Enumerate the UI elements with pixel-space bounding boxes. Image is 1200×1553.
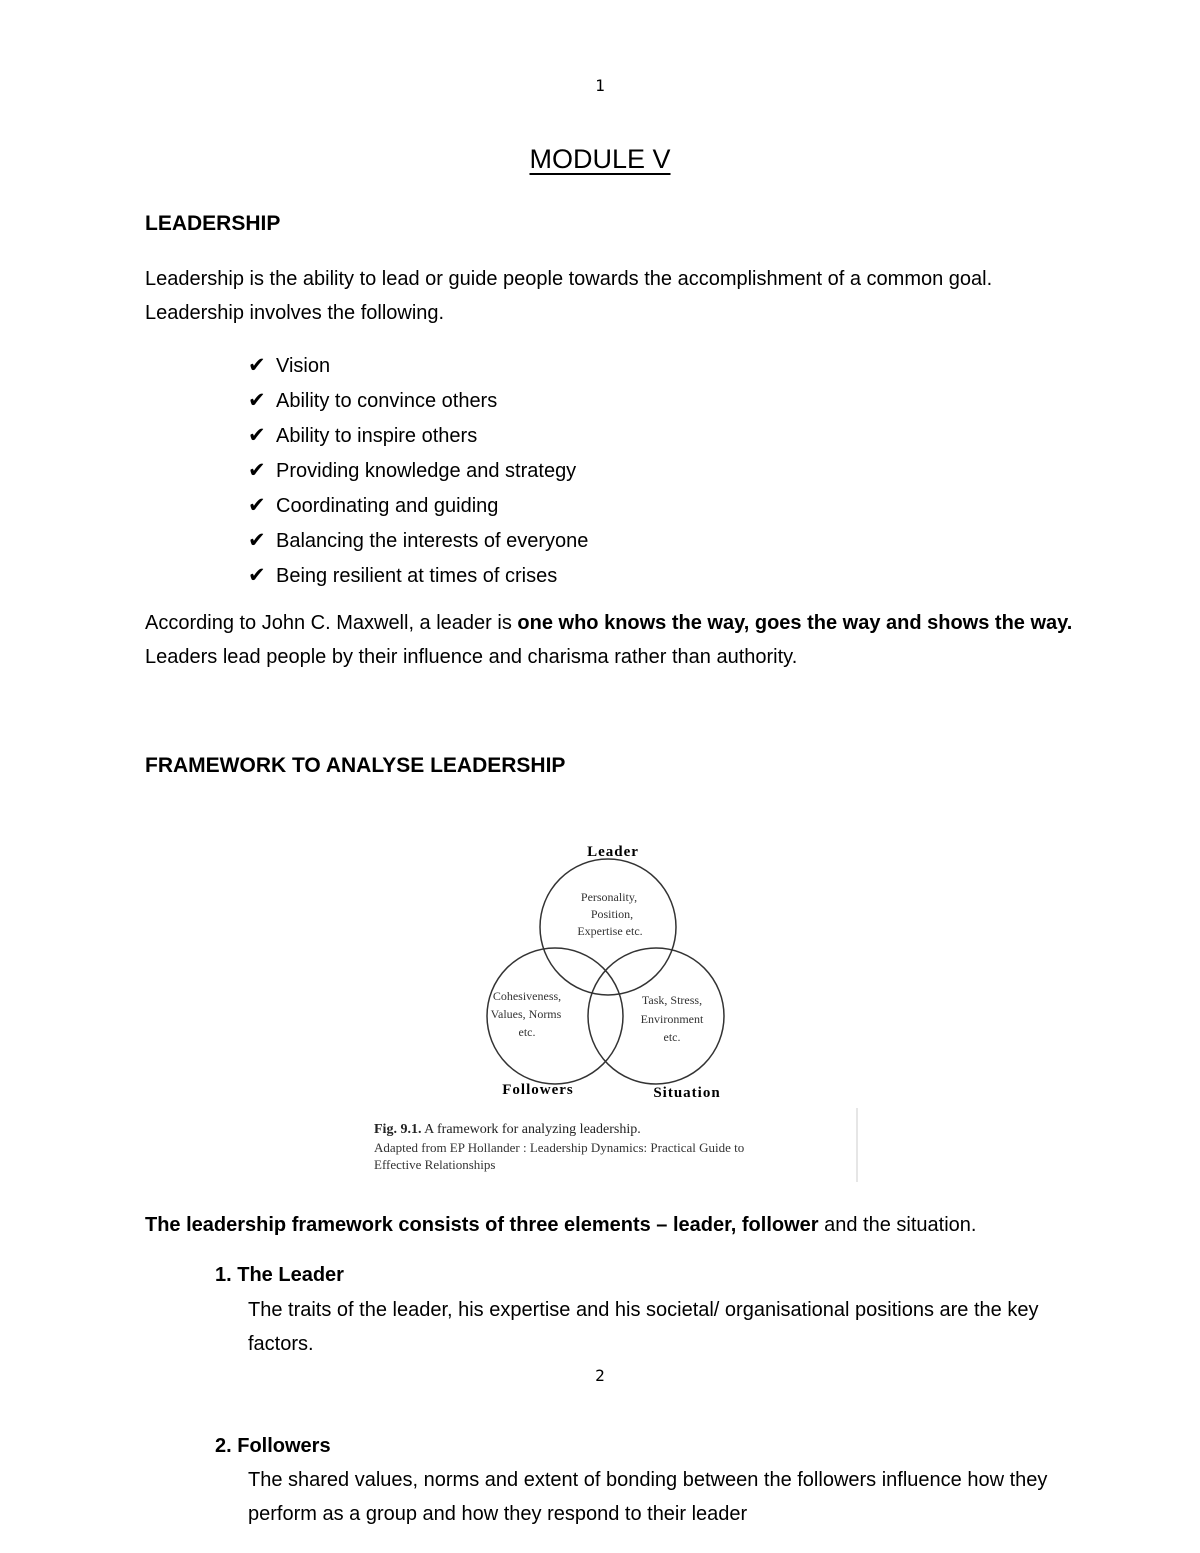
leader-text-line: Position, [590,907,634,921]
check-mark-icon: ✔ [248,388,266,412]
leader-text-line: Expertise etc. [577,924,643,938]
element-heading-leader: 1. The Leader [215,1264,344,1286]
element-text-leader: The traits of the leader, his expertise and his societal/ organisational positions are the key factors. [248,1299,1039,1355]
check-mark-icon: ✔ [248,493,266,517]
figure-caption [374,1122,641,1137]
followers-text-line: etc. [518,1025,536,1039]
check-mark-icon: ✔ [248,563,266,587]
leader-text-line: Personality, [580,890,638,904]
leader-label: Leader [587,844,639,860]
element-text-followers: The shared values, norms and extent of bonding between the followers influence how they perform as a group and how they respond to their leader [248,1469,1048,1525]
list-item: ✔ Providing knowledge and strategy [248,453,588,488]
list-item: ✔ Vision [248,348,588,383]
figure-caption-source: Effective Relationships [374,1157,496,1172]
section-heading-framework: FRAMEWORK TO ANALYSE LEADERSHIP [145,754,566,777]
situation-label: Situation [653,1085,721,1101]
situation-text-line: Task, Stress, [641,993,703,1007]
page-number-2: 2 [595,1366,605,1385]
followers-text-line: Cohesiveness, [492,989,562,1003]
page-number-1: 1 [595,76,605,95]
check-mark-icon: ✔ [248,353,266,377]
check-mark-icon: ✔ [248,528,266,552]
figure-caption-source: Adapted from EP Hollander : Leadership Dynamics: Practical Guide to [374,1140,745,1155]
list-item: ✔ Ability to convince others [248,383,588,418]
list-item: ✔ Balancing the interests of everyone [248,523,588,558]
check-mark-icon: ✔ [248,458,266,482]
leadership-framework-figure [360,830,870,1190]
situation-text-line: Environment [640,1012,704,1026]
list-item: ✔ Coordinating and guiding [248,488,588,523]
page-title: MODULE V [529,144,671,174]
followers-text-line: Values, Norms [490,1007,562,1021]
leadership-definition: Leadership is the ability to lead or guide people towards the accomplishment of a common goal. Leadership involves the following. [145,268,993,324]
element-heading-followers: 2. Followers [215,1435,331,1457]
situation-text-line: etc. [663,1030,681,1044]
list-item: ✔ Being resilient at times of crises [248,558,588,593]
leadership-traits-list [248,348,588,593]
check-mark-icon: ✔ [248,423,266,447]
section-heading-leadership: LEADERSHIP [145,212,281,235]
followers-label: Followers [502,1082,574,1098]
figure-caption-title: A framework for analyzing leadership. [421,1122,641,1137]
maxwell-quote: According to John C. Maxwell, a leader is one who knows the way, goes the way and shows the way. Leaders lead people by their influence and charisma rather than authority. [145,612,1073,668]
framework-summary: The leadership framework consists of three elements – leader, follower and the situation. [145,1214,977,1236]
list-item: ✔ Ability to inspire others [248,418,588,453]
figure-number: Fig. 9.1. [374,1122,422,1137]
